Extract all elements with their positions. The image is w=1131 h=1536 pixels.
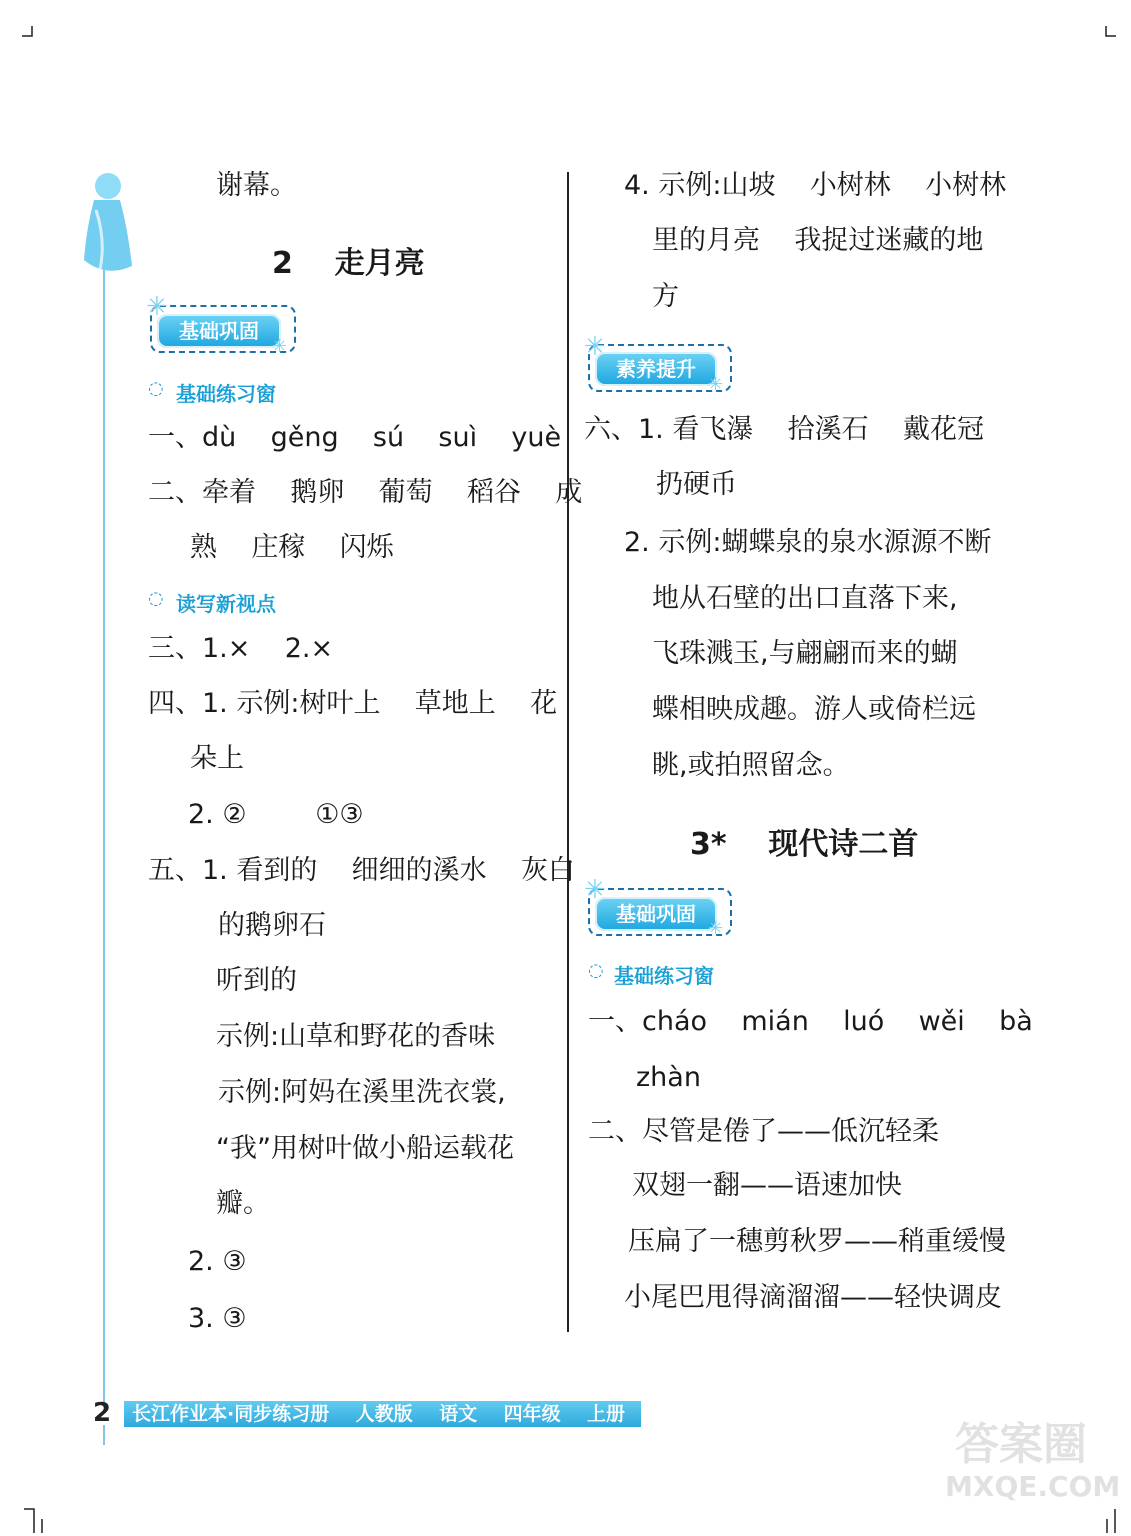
- text-line: 的鹅卵石: [218, 910, 326, 941]
- text-line: 六、1. 看飞瀑 拾溪石 戴花冠: [584, 414, 985, 445]
- crop-mark-bottom-right: [1085, 1505, 1119, 1535]
- footer-book-title: 长江作业本·同步练习册 人教版 语文 四年级 上册: [124, 1401, 641, 1427]
- text-line: 一、dù gěng sú suì yuè: [148, 422, 562, 453]
- text-line: 熟 庄稼 闪烁: [190, 532, 394, 563]
- text-line: 双翅一翻——语速加快: [632, 1170, 902, 1201]
- dotted-circle-icon: ◌: [148, 588, 164, 609]
- text-line: 2. ③: [188, 1246, 247, 1277]
- page-number: 2: [93, 1398, 112, 1428]
- section-badge: 素养提升: [595, 352, 717, 386]
- crop-mark-bottom-left: [22, 1505, 56, 1535]
- text-line: 3. ③: [188, 1303, 247, 1334]
- section-badge: 基础巩固: [157, 314, 281, 348]
- decorative-figure-icon: [76, 170, 140, 280]
- sparkle-icon: ✳: [146, 292, 168, 322]
- dotted-circle-icon: ◌: [588, 960, 604, 981]
- sparkle-icon: ✳: [584, 332, 606, 362]
- margin-line: [103, 270, 105, 1405]
- subsection-title: 基础练习窗: [614, 964, 714, 988]
- text-line: 地从石壁的出口直落下来,: [652, 583, 958, 614]
- text-line: 二、尽管是倦了——低沉轻柔: [588, 1116, 939, 1147]
- crop-mark-top-right: [1100, 24, 1120, 44]
- sparkle-icon: ✳: [708, 918, 724, 939]
- text-line: 示例:山草和野花的香味: [216, 1021, 496, 1052]
- text-line: 三、1.× 2.×: [148, 633, 334, 664]
- watermark-url: MXQE.COM: [945, 1470, 1121, 1503]
- dotted-circle-icon: ◌: [148, 378, 164, 399]
- margin-line-tail: [103, 1425, 105, 1445]
- column-divider: [567, 172, 569, 1332]
- text-line: 4. 示例:山坡 小树林 小树林: [624, 170, 1007, 201]
- text-line: zhàn: [636, 1062, 701, 1093]
- text-line: 示例:阿妈在溪里洗衣裳,: [218, 1077, 506, 1108]
- text-line: 里的月亮 我捉过迷藏的地: [652, 225, 984, 256]
- watermark-logo: 答案圈: [955, 1419, 1087, 1470]
- text-line: 飞珠溅玉,与翩翩而来的蝴: [652, 638, 958, 669]
- text-line: 朵上: [190, 743, 244, 774]
- text-line: 四、1. 示例:树叶上 草地上 花: [148, 688, 558, 719]
- text-line: 瓣。: [216, 1188, 270, 1219]
- text-line: 谢幕。: [216, 170, 297, 201]
- text-line: “我”用树叶做小船运载花: [216, 1133, 514, 1164]
- text-line: 2. ② ①③: [188, 799, 364, 830]
- subsection-title: 读写新视点: [176, 592, 276, 616]
- sparkle-icon: ✳: [584, 875, 606, 905]
- text-line: 扔硬币: [656, 469, 737, 500]
- text-line: 五、1. 看到的 细细的溪水 灰白: [148, 855, 576, 886]
- text-line: 听到的: [216, 965, 297, 996]
- text-line: 一、cháo mián luó wěi bà: [588, 1006, 1033, 1037]
- section-badge: 基础巩固: [595, 897, 717, 931]
- text-line: 二、牵着 鹅卵 葡萄 稻谷 成: [148, 477, 583, 508]
- text-line: 方: [652, 281, 679, 312]
- text-line: 蝶相映成趣。游人或倚栏远: [652, 694, 976, 725]
- text-line: 小尾巴甩得滴溜溜——轻快调皮: [624, 1282, 1002, 1313]
- section-title: 3* 现代诗二首: [690, 827, 919, 862]
- text-line: 2. 示例:蝴蝶泉的泉水源源不断: [624, 527, 992, 558]
- section-title: 2 走月亮: [272, 246, 425, 281]
- subsection-title: 基础练习窗: [176, 382, 276, 406]
- sparkle-icon: ✳: [272, 336, 288, 357]
- text-line: 眺,或拍照留念。: [652, 750, 850, 781]
- sparkle-icon: ✳: [708, 374, 724, 395]
- crop-mark-top-left: [20, 24, 40, 44]
- text-line: 压扁了一穗剪秋罗——稍重缓慢: [628, 1226, 1006, 1257]
